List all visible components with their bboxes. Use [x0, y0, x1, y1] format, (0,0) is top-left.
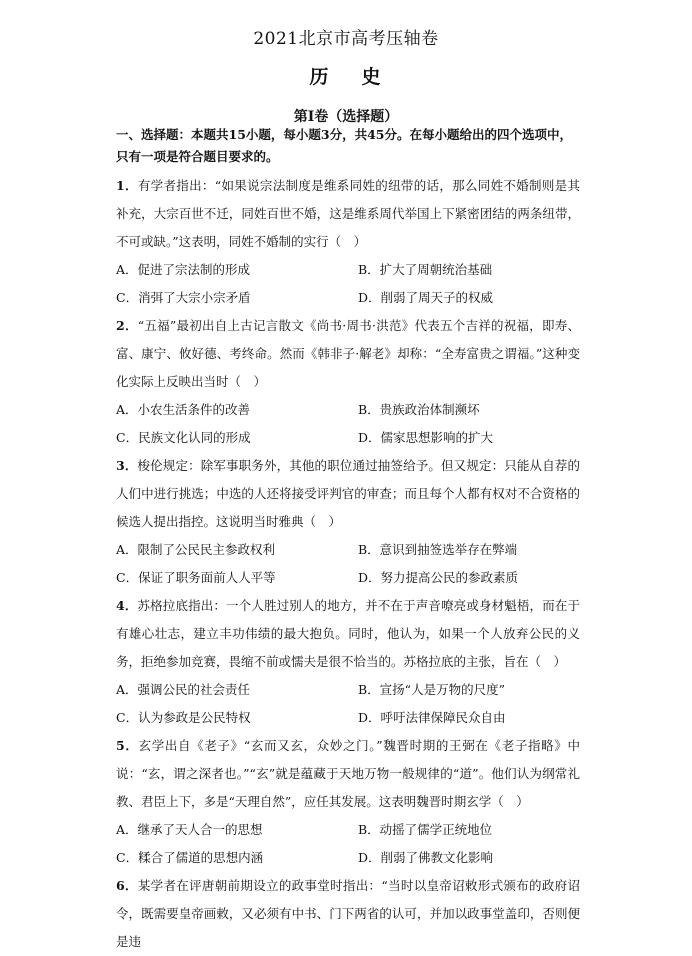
question-text: 梭伦规定：除军事职务外，其他的职位通过抽签给予。但又规定：只能从自荐的人们中进行挑选；中选的人还将接受评判官的审查；而且每个人都有权对不合资格的候选人提出指控。这说明当时雅典（ ） — [116, 458, 580, 529]
question — [116, 592, 580, 732]
question-number: 2． — [116, 318, 138, 333]
option-a[interactable]: A．继承了天人合一的思想 — [116, 822, 263, 837]
option-d[interactable]: D．削弱了周天子的权威 — [358, 290, 494, 305]
option-c[interactable]: C．糅合了儒道的思想内涵 — [116, 850, 264, 865]
question-text: 有学者指出：“如果说宗法制度是维系同姓的纽带的话，那么同姓不婚制则是其补充，大宗百世不迁，同姓百世不婚，这是维系周代举国上下紧密团结的两条纽带，不可或缺。”这表明，同姓不婚制的实行（ ） — [116, 178, 580, 249]
option-b[interactable]: B．扩大了周朝统治基础 — [358, 262, 493, 277]
option-b[interactable]: B．意识到抽签选举存在弊端 — [358, 542, 518, 557]
option-b[interactable]: B．动摇了儒学正统地位 — [358, 822, 493, 837]
option-c[interactable]: C．认为参政是公民特权 — [116, 710, 251, 725]
question-number: 4． — [116, 598, 138, 613]
options — [116, 676, 580, 732]
question — [116, 312, 580, 452]
question-text: “五福”最初出自上古记言散文《尚书·周书·洪范》代表五个吉祥的祝福，即寿、富、康宁、攸好德、考终命。然而《韩非子·解老》却称：“全寿富贵之谓福。”这种变化实际上反映出当时（ ） — [116, 318, 580, 389]
option-d[interactable]: D．儒家思想影响的扩大 — [358, 430, 494, 445]
option-a[interactable]: A．强调公民的社会责任 — [116, 682, 251, 697]
option-a[interactable]: A．促进了宗法制的形成 — [116, 262, 251, 277]
options — [116, 536, 580, 592]
option-b[interactable]: B．宣扬“人是万物的尺度” — [358, 682, 505, 697]
question — [116, 452, 580, 592]
exam-title: 2021北京市高考压轴卷 — [253, 29, 439, 49]
option-a[interactable]: A．限制了公民民主参政权利 — [116, 542, 276, 557]
subject-char-1: 历 — [309, 66, 331, 88]
options — [116, 256, 580, 312]
option-a[interactable]: A．小农生活条件的改善 — [116, 402, 251, 417]
question-number: 1． — [116, 178, 138, 193]
question — [116, 172, 580, 312]
option-c[interactable]: C．消弭了大宗小宗矛盾 — [116, 290, 251, 305]
question — [116, 732, 580, 872]
instructions: 一、选择题：本题共15小题，每小题3分，共45分。在每小题给出的四个选项中，只有一项是符合题目要求的。 — [116, 127, 572, 164]
option-d[interactable]: D．呼吁法律保障民众自由 — [358, 710, 506, 725]
question-number: 3． — [116, 458, 138, 473]
options — [116, 396, 580, 452]
question — [116, 872, 580, 956]
subject-title — [0, 62, 692, 89]
subject-char-2: 史 — [361, 66, 383, 88]
option-c[interactable]: C．民族文化认同的形成 — [116, 430, 251, 445]
question-text: 苏格拉底指出：一个人胜过别人的地方，并不在于声音嘹亮或身材魁梧，而在于有雄心壮志，建立丰功伟绩的最大抱负。同时，他认为，如果一个人放弃公民的义务，拒绝参加竞赛，畏缩不前或懦夫是很不恰当的。苏格拉底的主张，旨在（ ） — [116, 598, 580, 669]
option-d[interactable]: D．削弱了佛教文化影响 — [358, 850, 494, 865]
question-number: 5． — [116, 738, 139, 753]
exam-content — [116, 124, 580, 956]
question-text: 玄学出自《老子》“玄而又玄，众妙之门。”魏晋时期的王弼在《老子指略》中说：“玄，谓之深者也。”“玄”就是蕴藏于天地万物一般规律的“道”。他们认为纲常礼教、君臣上下，多是“天理自然”，应任其发展。这表明魏晋时期玄学（ ） — [116, 738, 580, 809]
question-text: 某学者在评唐朝前期设立的政事堂时指出：“当时以皇帝诏敕形式颁布的政府诏令，既需要皇帝画敕，又必须有中书、门下两省的认可，并加以政事堂盖印，否则便是违 — [116, 878, 580, 949]
option-b[interactable]: B．贵族政治体制濒坏 — [358, 402, 480, 417]
section-heading: 第Ⅰ卷（选择题） — [293, 109, 399, 125]
options — [116, 816, 580, 872]
option-d[interactable]: D．努力提高公民的参政素质 — [358, 570, 519, 585]
question-number: 6． — [116, 878, 138, 893]
option-c[interactable]: C．保证了职务面前人人平等 — [116, 570, 276, 585]
